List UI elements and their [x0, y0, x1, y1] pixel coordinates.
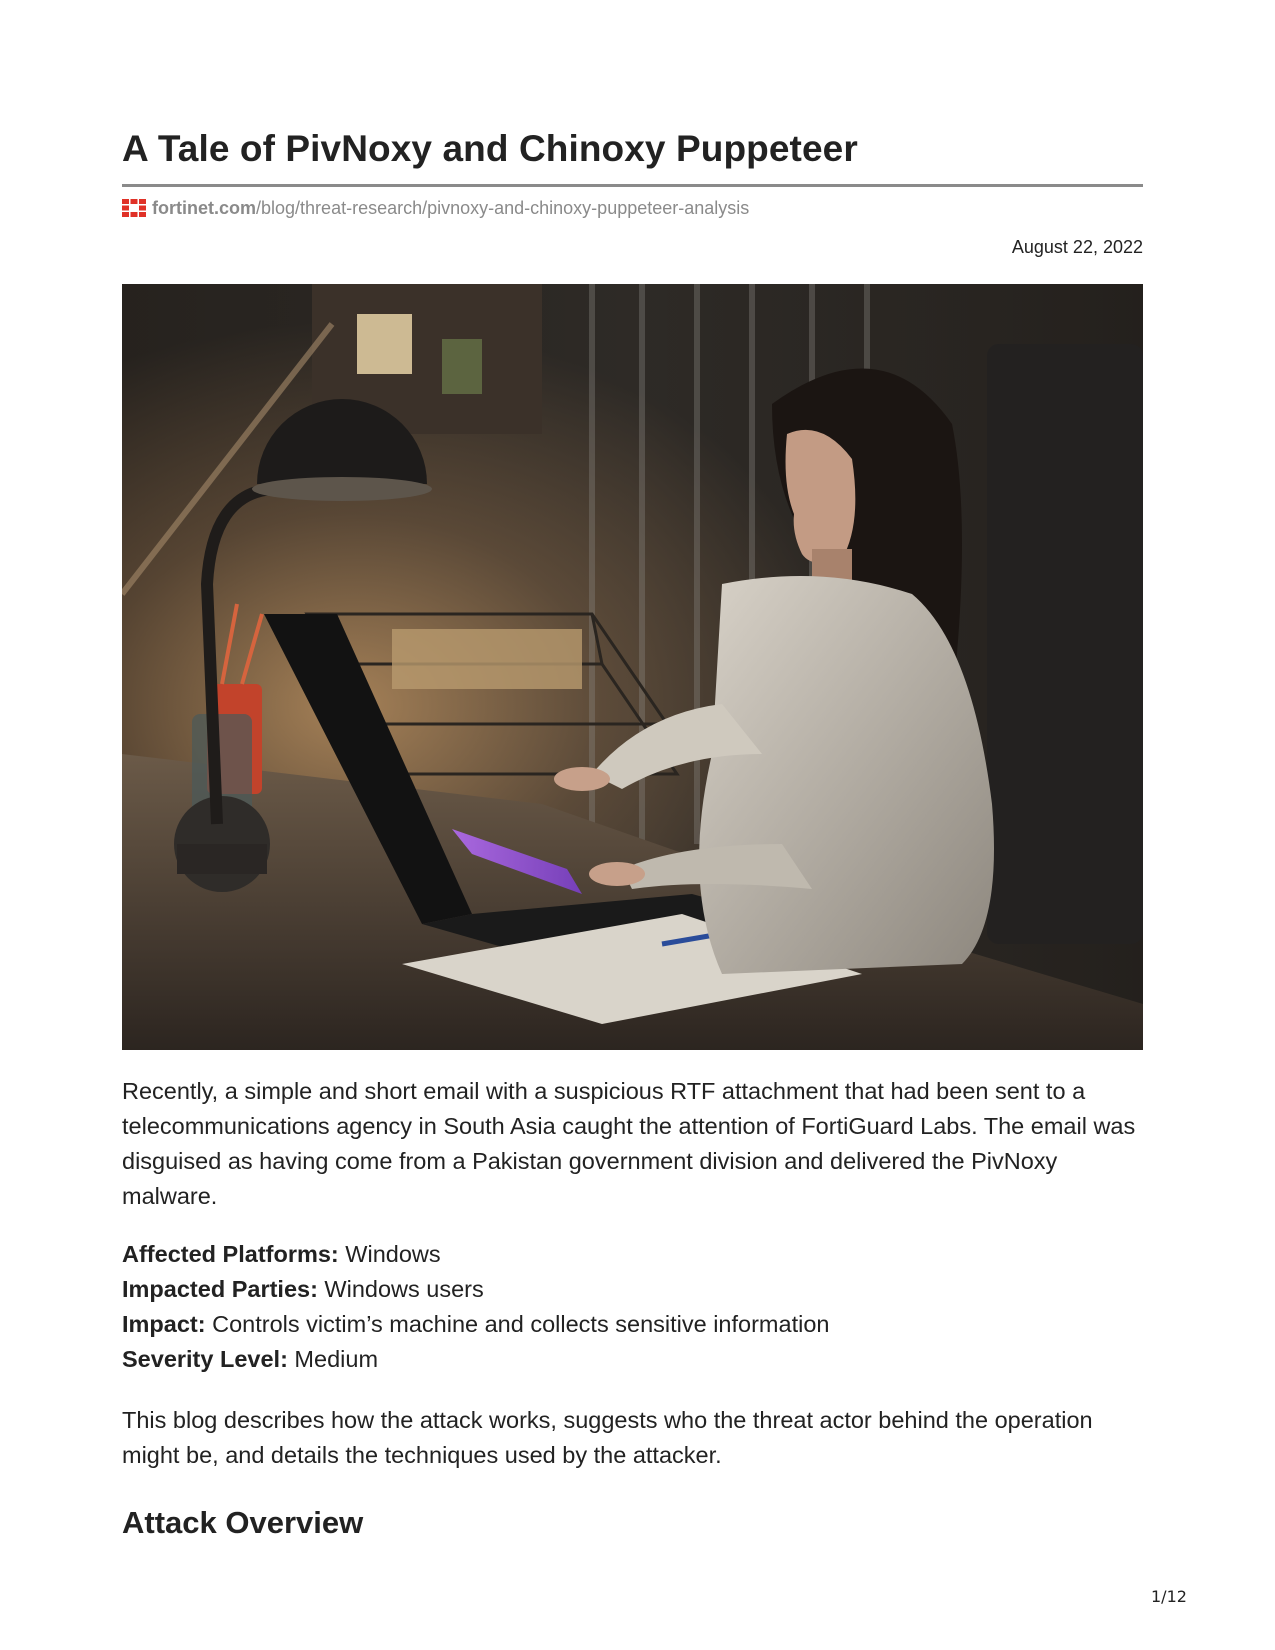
title-divider — [122, 184, 1143, 187]
fact-impacted-parties — [122, 1272, 1143, 1307]
fact-label: Severity Level: — [122, 1346, 288, 1372]
fortinet-logo-icon — [122, 199, 146, 222]
source-domain: fortinet.com — [152, 198, 257, 218]
summary-paragraph: This blog describes how the attack works, suggests who the threat actor behind the operation might be, and details the techniques used by the attacker. — [122, 1407, 1093, 1468]
intro-paragraph: Recently, a simple and short email with a suspicious RTF attachment that had been sent to a telecommunications agency in South Asia caught the attention of FortiGuard Labs. The email was disguised as having come from a Pakistan government division and delivered the PivNoxy malware. — [122, 1078, 1136, 1209]
fact-value: Controls victim’s machine and collects sensitive information — [205, 1311, 830, 1337]
photo-woman-at-laptop-icon — [122, 284, 1143, 1050]
source-path: /blog/threat-research/pivnoxy-and-chinoxy-puppeteer-analysis — [256, 198, 750, 218]
page-indicator: 1/12 — [1151, 1587, 1187, 1606]
page-title: A Tale of PivNoxy and Chinoxy Puppeteer — [122, 128, 858, 169]
publish-date: August 22, 2022 — [1011, 237, 1143, 257]
source-link[interactable] — [122, 198, 749, 222]
threat-facts-list — [122, 1237, 1143, 1377]
fact-label: Impacted Parties: — [122, 1276, 318, 1302]
hero-image — [122, 284, 1143, 1050]
fact-value: Windows — [338, 1241, 441, 1267]
fact-impact — [122, 1307, 1143, 1342]
fact-label: Affected Platforms: — [122, 1241, 339, 1267]
section-heading: Attack Overview — [122, 1505, 364, 1540]
fact-affected-platforms — [122, 1237, 1143, 1272]
fact-value: Medium — [287, 1346, 379, 1372]
fact-label: Impact: — [122, 1311, 206, 1337]
fact-value: Windows users — [317, 1276, 484, 1302]
fact-severity-level — [122, 1342, 1143, 1377]
